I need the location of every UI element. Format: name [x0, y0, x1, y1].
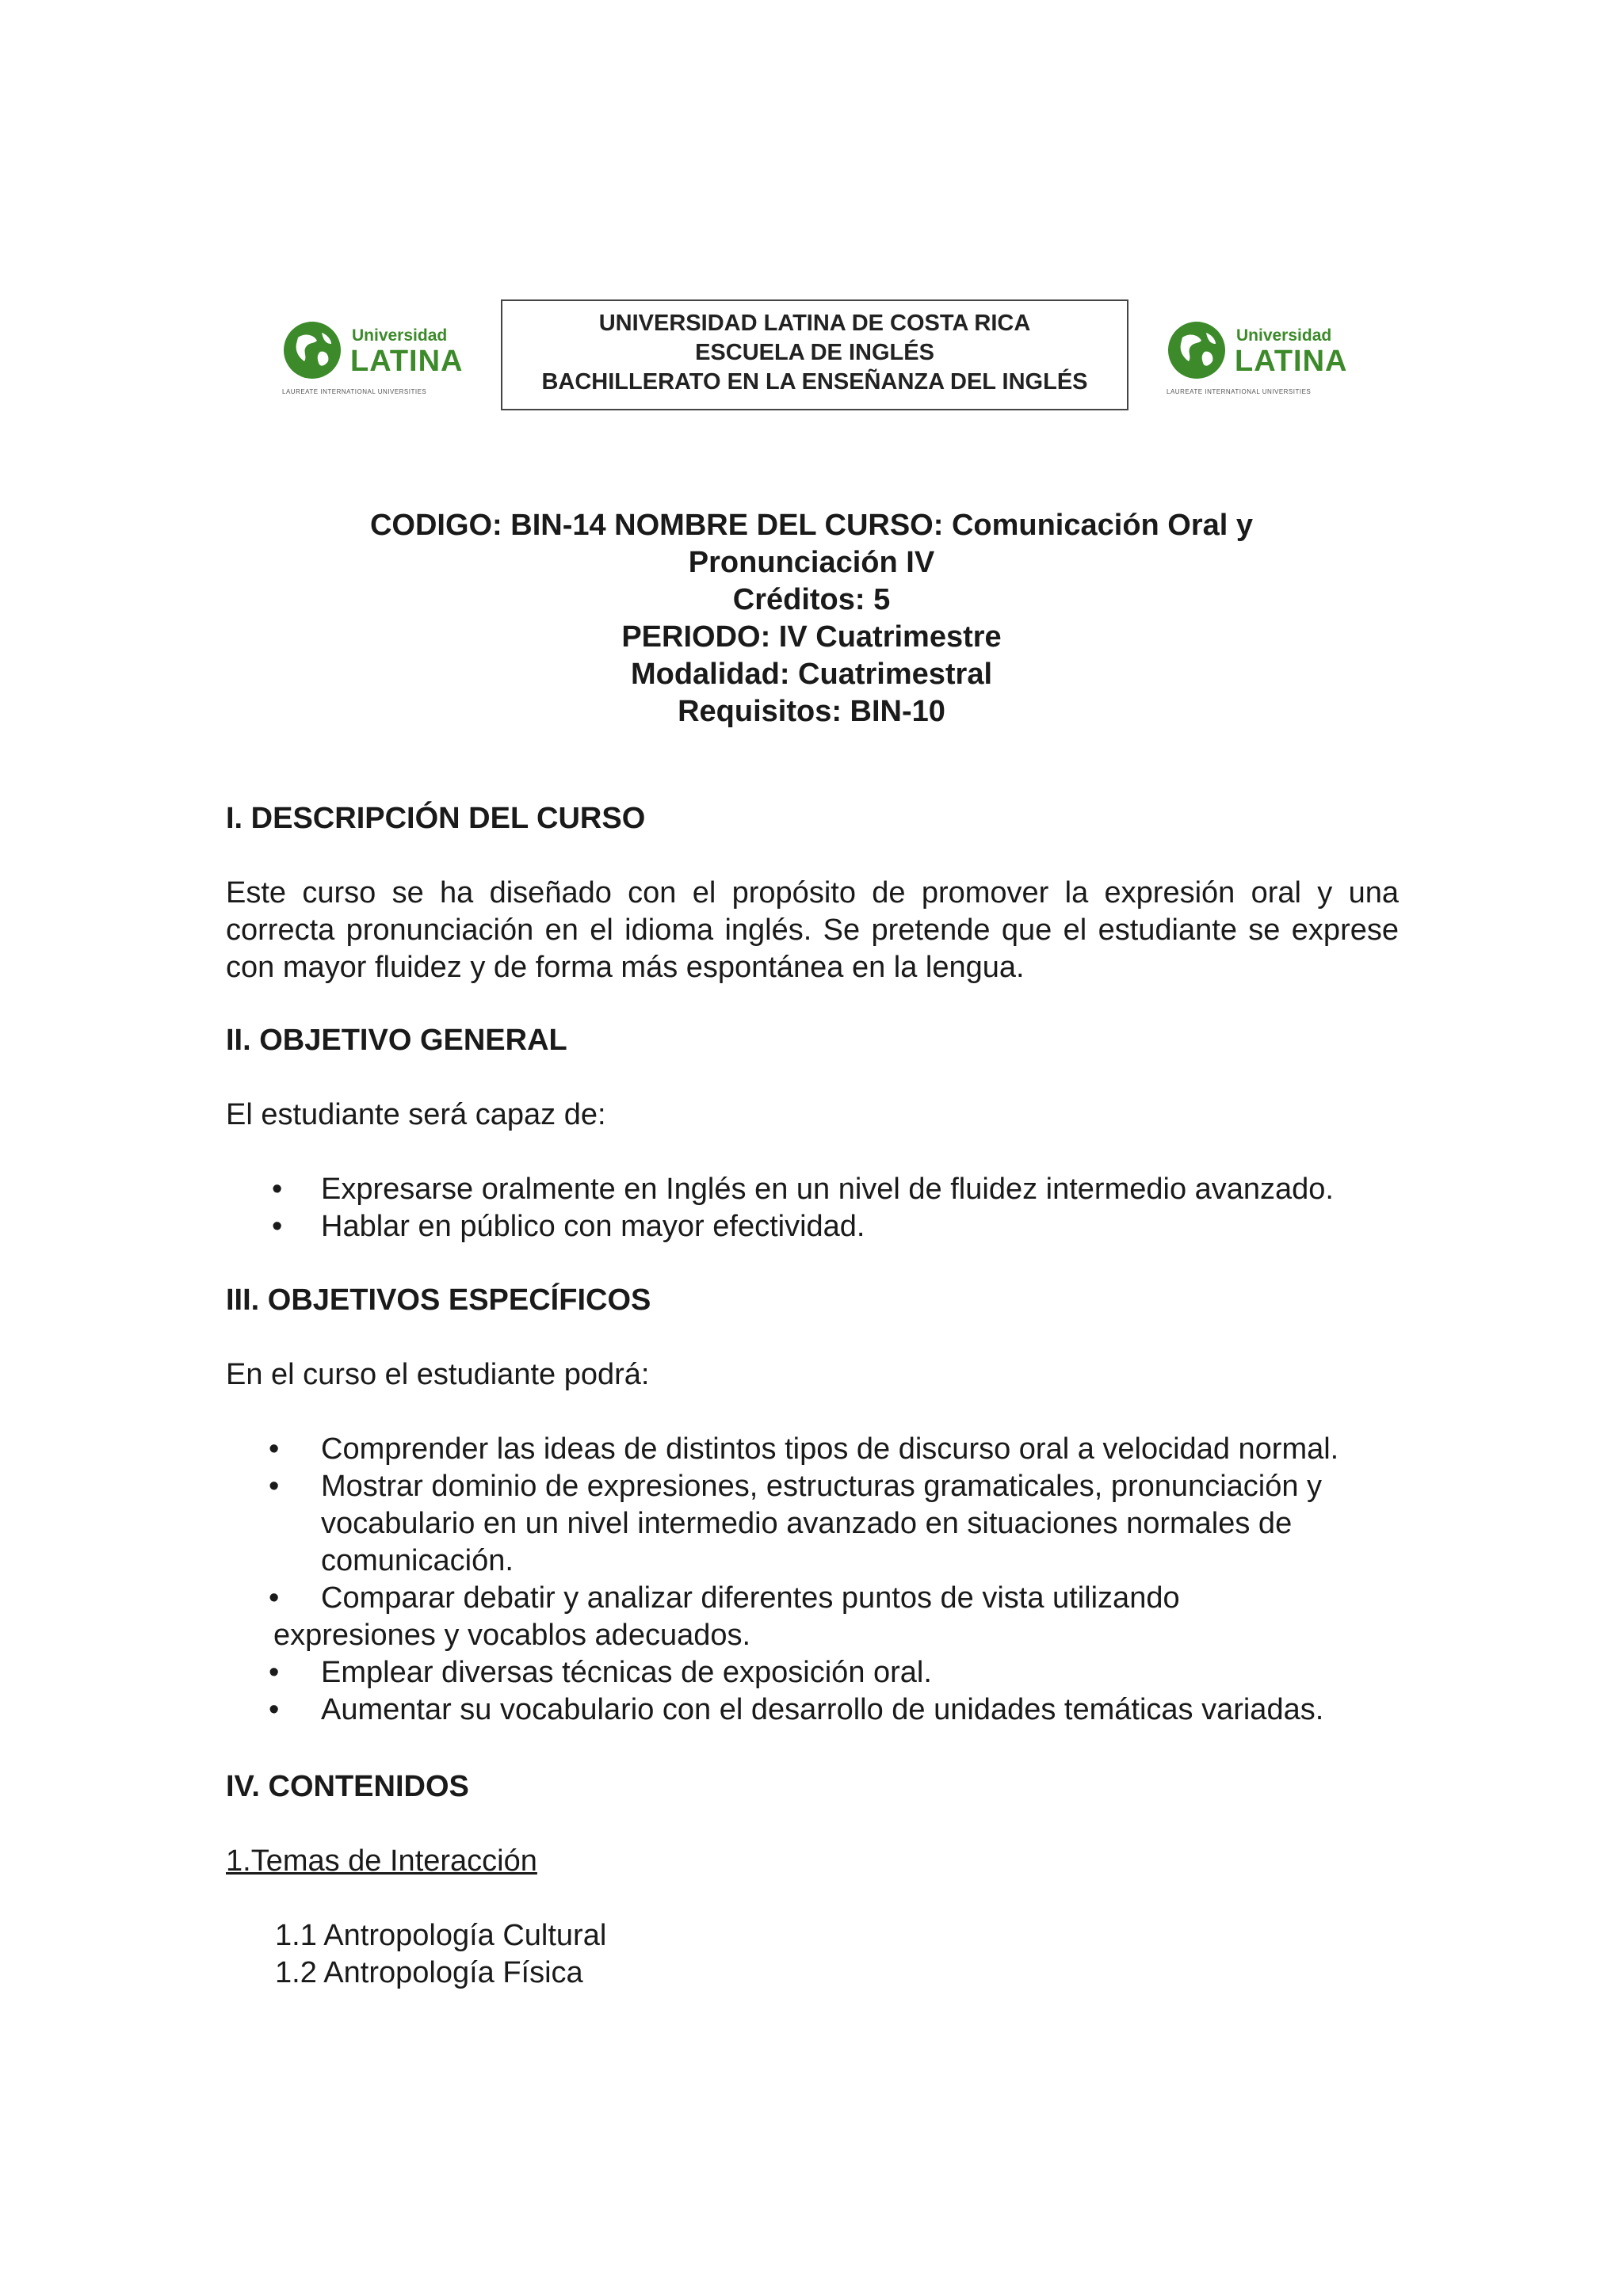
list-item: • Comprender las ideas de distintos tipos de discurso oral a velocidad normal.	[226, 1431, 1399, 1468]
list-item: • Aumentar su vocabulario con el desarrollo de unidades temáticas variadas.	[226, 1691, 1399, 1729]
list-item: • Comparar debatir y analizar diferentes puntos de vista utilizando	[226, 1580, 1399, 1617]
course-info	[238, 507, 1385, 730]
section-heading-descripcion: I. DESCRIPCIÓN DEL CURSO	[226, 802, 646, 835]
logo-text-top: Universidad	[352, 326, 448, 345]
contenidos-subitems	[226, 1917, 1399, 1992]
bullet-icon: •	[269, 1656, 280, 1689]
bullet-icon: •	[269, 1693, 280, 1726]
school-name: ESCUELA DE INGLÉS	[695, 340, 934, 365]
list-item: 1.2 Antropología Física	[275, 1956, 583, 1989]
course-modality: Modalidad: Cuatrimestral	[630, 658, 993, 691]
list-item: 1.1 Antropología Cultural	[275, 1919, 607, 1952]
list-item: • Expresarse oralmente en Inglés en un nivel de fluidez intermedio avanzado.	[226, 1171, 1399, 1208]
institution-header-box	[501, 299, 1128, 410]
bullet-icon: •	[269, 1470, 280, 1503]
course-credits: Créditos: 5	[732, 583, 891, 616]
section-heading-contenidos: IV. CONTENIDOS	[226, 1770, 469, 1803]
logo-tagline: LAUREATE INTERNATIONAL UNIVERSITIES	[282, 388, 427, 395]
objetivo-general-intro: El estudiante será capaz de:	[226, 1098, 606, 1131]
objetivos-especificos-list	[226, 1431, 1399, 1729]
objetivos-especificos-intro: En el curso el estudiante podrá:	[226, 1358, 650, 1391]
program-name: BACHILLERATO EN LA ENSEÑANZA DEL INGLÉS	[541, 369, 1088, 395]
list-item: • Mostrar dominio de expresiones, estructuras gramaticales, pronunciación y vocabulario en un nivel intermedio avanzado en situaciones normales de comunicación.	[269, 1470, 1323, 1577]
list-item: • Emplear diversas técnicas de exposición oral.	[226, 1654, 1399, 1691]
list-item: • Hablar en público con mayor efectividad.	[226, 1208, 1399, 1245]
course-name-cont: Pronunciación IV	[688, 546, 935, 579]
logo-tagline: LAUREATE INTERNATIONAL UNIVERSITIES	[1167, 388, 1312, 395]
logo-text-top: Universidad	[1236, 326, 1332, 345]
list-item-continuation: expresiones y vocablos adecuados.	[273, 1619, 751, 1652]
university-logo-right	[1167, 315, 1349, 402]
course-requirements: Requisitos: BIN-10	[678, 695, 945, 728]
objetivo-general-list	[226, 1171, 1399, 1245]
logo-text-main: LATINA	[1235, 345, 1348, 378]
bullet-icon: •	[269, 1581, 280, 1615]
descripcion-text: Este curso se ha diseñado con el propósito de promover la expresión oral y una correcta pronunciación en el idioma inglés. Se pretende que el estudiante se exprese con mayor fluidez y de forma más espontánea en la lengua.	[226, 876, 1399, 984]
university-logo-left	[282, 315, 464, 402]
course-code-and-name: CODIGO: BIN-14 NOMBRE DEL CURSO: Comunicación Oral y	[369, 509, 1254, 542]
contenidos-topic: 1.Temas de Interacción	[226, 1844, 537, 1878]
globe-icon	[282, 320, 342, 380]
bullet-icon: •	[272, 1210, 283, 1243]
section-heading-objetivo-general: II. OBJETIVO GENERAL	[226, 1024, 567, 1057]
institution-name: UNIVERSIDAD LATINA DE COSTA RICA	[598, 311, 1031, 336]
globe-icon	[1167, 320, 1227, 380]
section-heading-objetivos-especificos: III. OBJETIVOS ESPECÍFICOS	[226, 1283, 651, 1317]
course-period: PERIODO: IV Cuatrimestre	[621, 620, 1002, 654]
bullet-icon: •	[272, 1173, 283, 1206]
logo-text-main: LATINA	[350, 345, 464, 378]
bullet-icon: •	[269, 1432, 280, 1466]
